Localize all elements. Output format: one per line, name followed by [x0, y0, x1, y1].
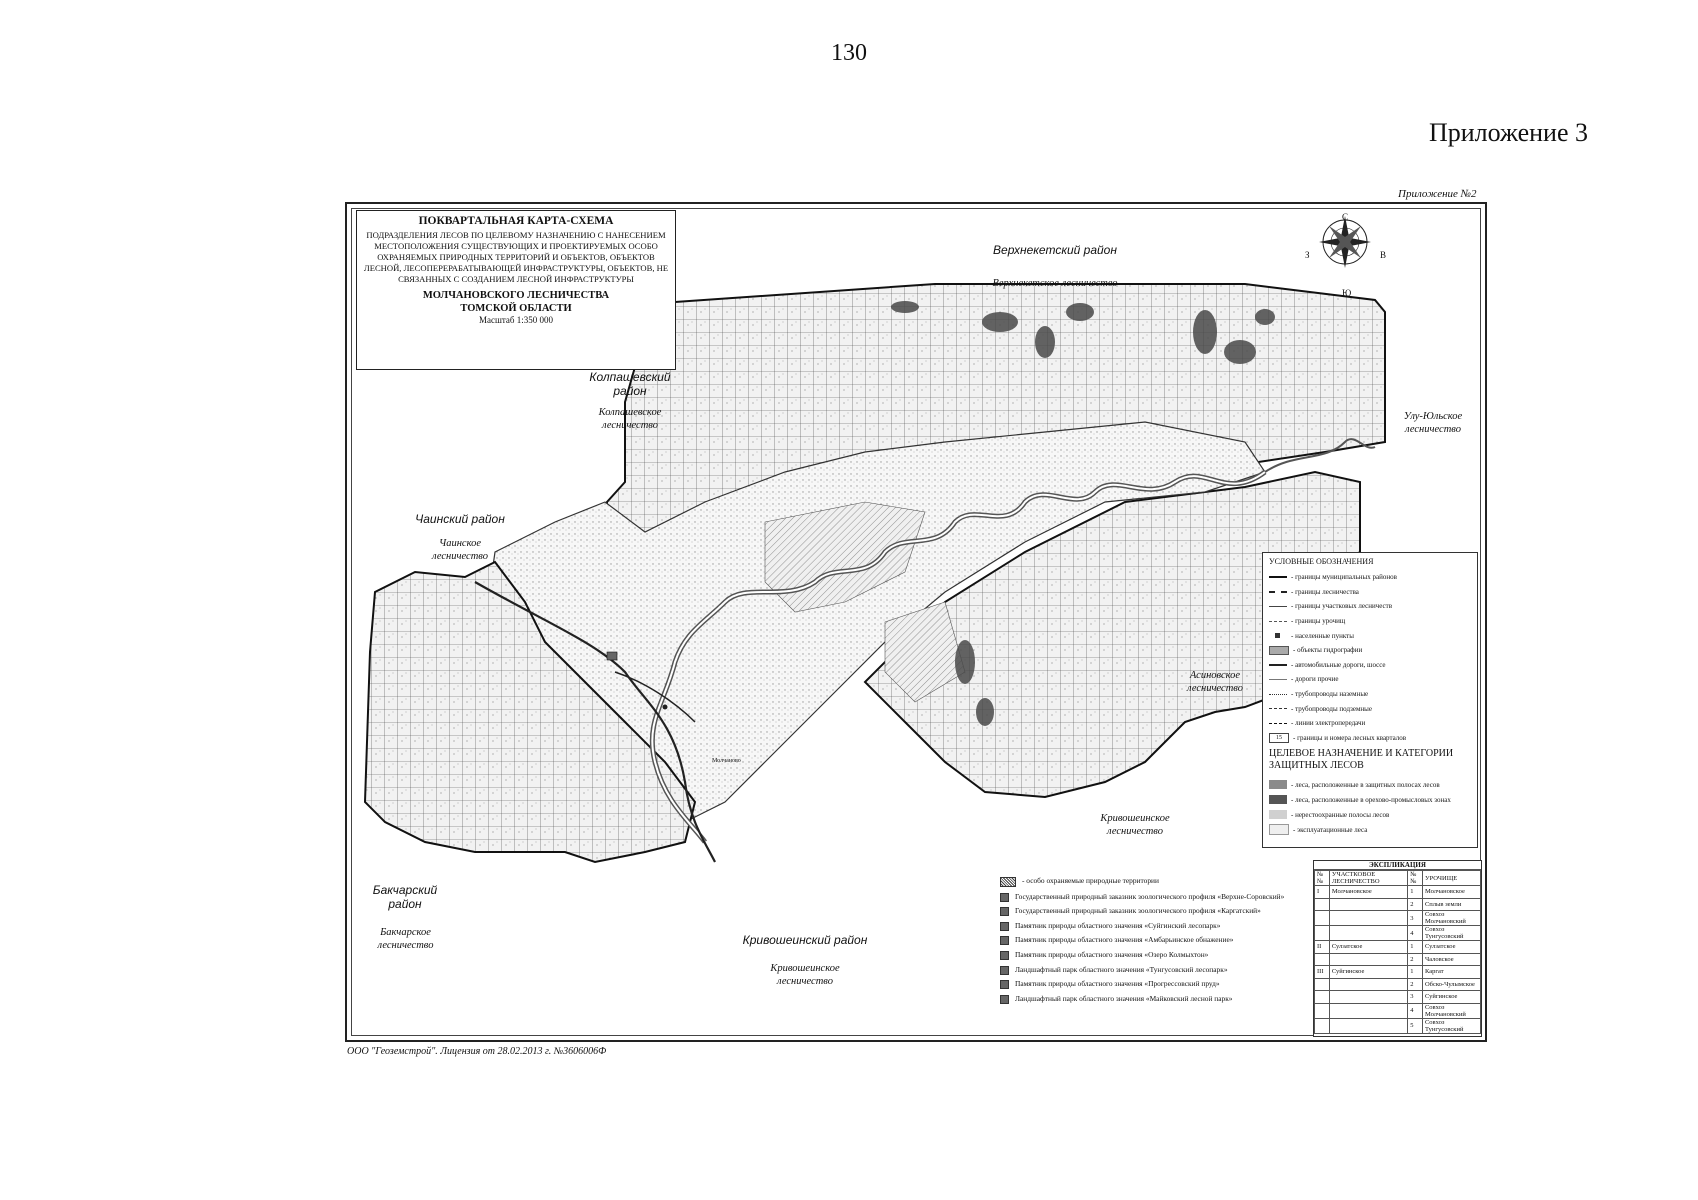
table-row: 5 Совхоз Тунгусовский	[1315, 1018, 1481, 1033]
map-footer: ООО "Геоземстрой". Лицензия от 28.02.2013 г. №3606006Ф	[347, 1046, 607, 1057]
page-number: 130	[831, 40, 867, 66]
oopt-item: Ландшафтный парк областного значения «Тунгусовский лесопарк»	[1000, 965, 1300, 975]
map-appendix-label: Приложение №2	[1398, 188, 1477, 200]
legend-item: - объекты гидрографии	[1269, 643, 1471, 658]
compass-rose	[1319, 216, 1371, 268]
table-row: I Молчановское 1 Молчановское	[1315, 886, 1481, 899]
settlement-marker	[663, 705, 668, 710]
legend-item: - границы муниципальных районов	[1269, 570, 1471, 585]
legend-item: - границы урочищ	[1269, 614, 1471, 629]
compass-e: В	[1380, 250, 1387, 260]
legend-item: - автомобильные дороги, шоссе	[1269, 658, 1471, 673]
label-bakch-forestry: Бакчарское лесничество	[377, 927, 434, 951]
appendix-heading: Приложение 3	[1428, 118, 1588, 147]
legend-item: - трубопроводы наземные	[1269, 687, 1471, 702]
label-bakch-district: Бакчарский район	[372, 883, 438, 911]
map-title-box	[356, 210, 676, 370]
legend-section2-title: ЦЕЛЕВОЕ НАЗНАЧЕНИЕ И КАТЕГОРИИ ЗАЩИТНЫХ ЛЕСОВ	[1269, 748, 1454, 772]
legend-item: - линии электропередачи	[1269, 716, 1471, 731]
label-uluyul-forestry: Улу-Юльское лесничество	[1403, 411, 1463, 435]
label-kolp-district: Колпашевский район	[589, 370, 671, 398]
label-molchanovo: Молчаново	[712, 758, 741, 764]
table-row: 4 Совхоз Молчановский	[1315, 1003, 1481, 1018]
legend-item: - трубопроводы подземные	[1269, 701, 1471, 716]
table-row: III Суйгинское 1 Каргат	[1315, 966, 1481, 979]
label-kolp-forestry: Колпашевское лесничество	[598, 407, 662, 431]
map-scale: Масштаб 1:350 000	[478, 315, 554, 325]
oopt-list	[1000, 876, 1300, 1008]
oopt-item: - особо охраняемые природные территории	[1000, 876, 1300, 887]
table-row: 3 Суйгинское	[1315, 991, 1481, 1004]
explication-title: ЭКСПЛИКАЦИЯ	[1314, 861, 1481, 870]
oopt-item: Государственный природный заказник зоологического профиля «Каргатский»	[1000, 906, 1300, 916]
oopt-item: Памятник природы областного значения «Амбарьинское обнажение»	[1000, 935, 1300, 945]
table-row: 2 Чаловское	[1315, 953, 1481, 966]
legend-category: - эксплуатационные леса	[1269, 822, 1471, 837]
table-row: 3 Совхоз Молчановский	[1315, 911, 1481, 926]
legend-category: - нерестоохранные полосы лесов	[1269, 807, 1471, 822]
table-row: 4 Совхоз Тунгусовский	[1315, 926, 1481, 941]
oopt-item: Ландшафтный парк областного значения «Майковский лесной парк»	[1000, 994, 1300, 1004]
settlement-marker	[607, 652, 617, 660]
compass-n: С	[1342, 212, 1349, 222]
oopt-item: Памятник природы областного значения «Суйгинский лесопарк»	[1000, 921, 1300, 931]
table-row: 2 Обско-Чулымское	[1315, 978, 1481, 991]
map-title: ПОКВАРТАЛЬНАЯ КАРТА-СХЕМА	[418, 215, 614, 227]
compass-w: З	[1305, 250, 1310, 260]
label-krivosh-district: Кривошеинский район	[742, 933, 868, 947]
label-krivosh-forestry-right: Кривошеинское лесничество	[1100, 813, 1170, 837]
compass-s: Ю	[1342, 288, 1352, 298]
legend-header: УСЛОВНЫЕ ОБОЗНАЧЕНИЯ	[1269, 557, 1374, 566]
label-chain-forestry: Чаинское лесничество	[432, 538, 488, 562]
legend-item: 15 - границы и номера лесных кварталов	[1269, 731, 1471, 746]
legend-item: - населенные пункты	[1269, 628, 1471, 643]
map-forestry-name: МОЛЧАНОВСКОГО ЛЕСНИЧЕСТВА ТОМСКОЙ ОБЛАСТИ	[422, 290, 610, 314]
oopt-item: Государственный природный заказник зоологического профиля «Верхне-Соровский»	[1000, 892, 1300, 902]
label-verkh-forestry: Верхнекетское лесничество	[992, 278, 1118, 289]
legend-item: - дороги прочие	[1269, 672, 1471, 687]
label-verkh-district: Верхнекетский район	[993, 243, 1117, 257]
map-legend	[1262, 552, 1478, 848]
legend-category: - леса, расположенные в орехово-промысловых зонах	[1269, 792, 1471, 807]
label-asin-forestry: Асиновское лесничество	[1187, 670, 1243, 694]
label-krivosh-forestry: Кривошеинское лесничество	[770, 963, 840, 987]
explication-table: ЭКСПЛИКАЦИЯ №№ УЧАСТКОВОЕ ЛЕСНИЧЕСТВО №№ УРОЧИЩЕ I Молчановское 1 Молчановское 2 Сплыв земли 3 Совхоз Молчановский 4 Совхоз Тунгусовский II Сулзатское 1 Сулзатское 2 Чаловское III Суйгинское 1 Каргат 2 Обско-Чулымское 3 Суйгинское 4 Совхоз Молчановский 5 Совхоз Тунгусовский	[1313, 860, 1482, 1037]
legend-item: - границы участковых лесничеств	[1269, 599, 1471, 614]
label-chain-district: Чаинский район	[415, 512, 505, 526]
table-row: 2 Сплыв земли	[1315, 898, 1481, 911]
oopt-item: Памятник природы областного значения «Прогрессовский пруд»	[1000, 979, 1300, 989]
legend-category: - леса, расположенные в защитных полосах лесов	[1269, 777, 1471, 792]
legend-item: - границы лесничества	[1269, 585, 1471, 600]
map-subtitle: ПОДРАЗДЕЛЕНИЯ ЛЕСОВ ПО ЦЕЛЕВОМУ НАЗНАЧЕНИЮ С НАНЕСЕНИЕМ МЕСТОПОЛОЖЕНИЯ СУЩЕСТВУЮЩИХ И ПРОЕКТИРУЕМЫХ ОСОБО ОХРАНЯЕМЫХ ПРИРОДНЫХ ТЕРРИТОРИЙ И ОБЪЕКТОВ, ОБЪЕКТОВ ЛЕСНОЙ, ЛЕСОПЕРЕРАБАТЫВАЮЩЕЙ ИНФРАСТРУКТУРЫ, ОБЪЕКТОВ, НЕ СВЯЗАННЫХ С СОЗДАНИЕМ ЛЕСНОЙ ИНФРАСТРУКТУРЫ	[363, 230, 669, 284]
table-row: II Сулзатское 1 Сулзатское	[1315, 941, 1481, 954]
oopt-item: Памятник природы областного значения «Озеро Колмыхтон»	[1000, 950, 1300, 960]
